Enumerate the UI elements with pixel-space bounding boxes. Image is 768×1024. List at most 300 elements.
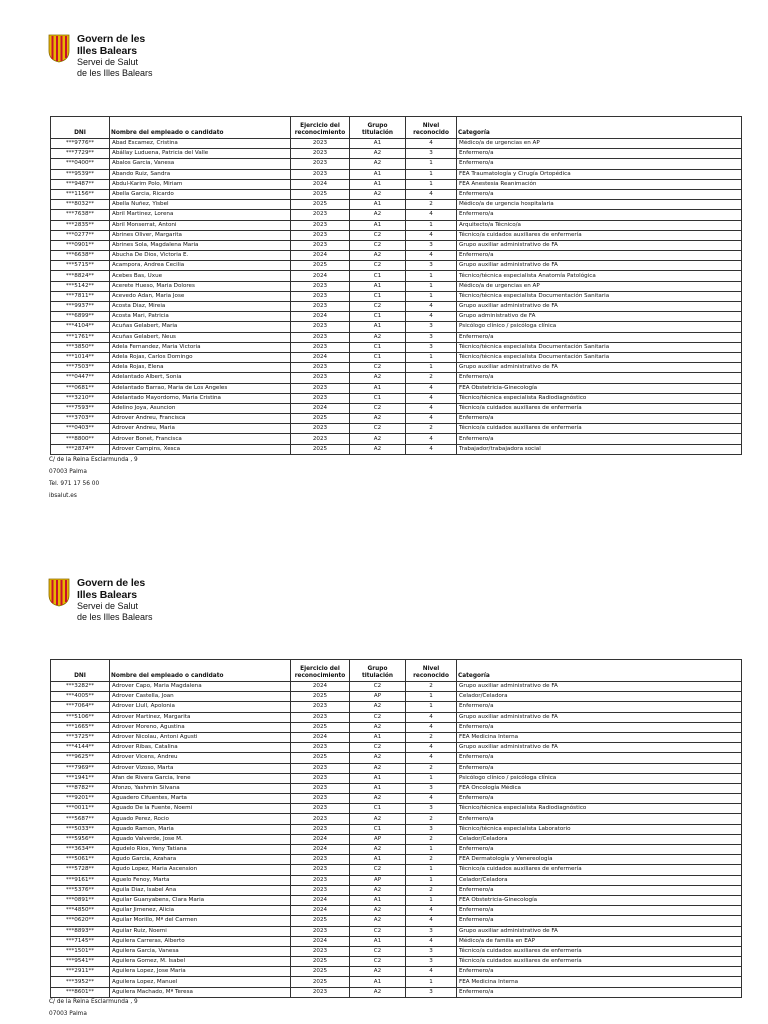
cell-dni: ***9201** <box>51 794 110 804</box>
cell-level: 2 <box>406 834 457 844</box>
cell-level: 2 <box>406 732 457 742</box>
cell-level: 3 <box>406 149 457 159</box>
cell-category: Arquitecto/a Técnico/a <box>457 220 742 230</box>
cell-year: 2023 <box>291 149 350 159</box>
cell-level: 2 <box>406 200 457 210</box>
cell-group: A2 <box>350 794 406 804</box>
table-row <box>51 824 742 834</box>
cell-dni: ***9625** <box>51 753 110 763</box>
cell-year: 2023 <box>291 302 350 312</box>
cell-group: A2 <box>350 434 406 444</box>
cell-level: 3 <box>406 804 457 814</box>
cell-group: C2 <box>350 403 406 413</box>
cell-group: A1 <box>350 936 406 946</box>
cell-name: Abalos Garcia, Vanesa <box>110 159 291 169</box>
header-name: Nombre del empleado o candidato <box>110 660 291 682</box>
cell-group: C1 <box>350 352 406 362</box>
cell-category: FEA Dermatología y Venereología <box>457 855 742 865</box>
table-row <box>51 946 742 956</box>
cell-group: A2 <box>350 210 406 220</box>
cell-name: Aguilera Carreras, Alberto <box>110 936 291 946</box>
cell-dni: ***4144** <box>51 743 110 753</box>
cell-category: Médico/a de familia en EAP <box>457 936 742 946</box>
cell-level: 1 <box>406 865 457 875</box>
cell-group: A1 <box>350 383 406 393</box>
cell-name: Aguadero Cifuentes, Marta <box>110 794 291 804</box>
cell-name: Abella Nuñez, Yisbel <box>110 200 291 210</box>
cell-group: C1 <box>350 824 406 834</box>
cell-dni: ***7503** <box>51 363 110 373</box>
cell-name: Adrover Moreno, Agustina <box>110 722 291 732</box>
cell-year: 2023 <box>291 885 350 895</box>
cell-group: A1 <box>350 977 406 987</box>
cell-name: Adrover Martinez, Margarita <box>110 712 291 722</box>
cell-level: 1 <box>406 220 457 230</box>
cell-level: 4 <box>406 936 457 946</box>
cell-level: 4 <box>406 906 457 916</box>
cell-group: C2 <box>350 946 406 956</box>
cell-level: 1 <box>406 179 457 189</box>
footer <box>49 996 138 1020</box>
cell-level: 4 <box>406 444 457 454</box>
cell-year: 2023 <box>291 230 350 240</box>
cell-group: A1 <box>350 139 406 149</box>
cell-year: 2023 <box>291 322 350 332</box>
cell-level: 4 <box>406 302 457 312</box>
cell-category: Enfermero/a <box>457 885 742 895</box>
cell-year: 2025 <box>291 200 350 210</box>
footer-address: C/ de la Reina Esclarmunda , 9 <box>49 999 138 1005</box>
cell-dni: ***3634** <box>51 845 110 855</box>
cell-category: Enfermero/a <box>457 702 742 712</box>
cell-level: 3 <box>406 783 457 793</box>
cell-dni: ***1941** <box>51 773 110 783</box>
cell-year: 2024 <box>291 834 350 844</box>
cell-category: Técnico/técnica especialista Documentación Sanitaria <box>457 291 742 301</box>
cell-name: Aguilera Lopez, Jose Maria <box>110 967 291 977</box>
cell-dni: ***0400** <box>51 159 110 169</box>
cell-category: Grupo auxiliar administrativo de FA <box>457 743 742 753</box>
cell-name: Agudelo Rios, Yeny Tatiana <box>110 845 291 855</box>
cell-level: 1 <box>406 702 457 712</box>
cell-name: Abrines Oliver, Margarita <box>110 230 291 240</box>
cell-group: A1 <box>350 179 406 189</box>
cell-dni: ***5106** <box>51 712 110 722</box>
cell-year: 2023 <box>291 434 350 444</box>
cell-year: 2023 <box>291 814 350 824</box>
cell-category: Psicólogo clínico / psicóloga clínica <box>457 773 742 783</box>
cell-level: 1 <box>406 692 457 702</box>
cell-category: Técnico/técnica especialista Anatomía Patológica <box>457 271 742 281</box>
cell-name: Agudo Lopez, Maria Ascension <box>110 865 291 875</box>
cell-name: Aguilera Gomez, M. Isabel <box>110 957 291 967</box>
cell-dni: ***3725** <box>51 732 110 742</box>
cell-category: Enfermero/a <box>457 794 742 804</box>
table-row <box>51 814 742 824</box>
cell-name: Adelantado Barrao, Maria de Los Angeles <box>110 383 291 393</box>
cell-level: 4 <box>406 383 457 393</box>
header-level: Nivel reconocido <box>406 660 457 682</box>
cell-dni: ***1761** <box>51 332 110 342</box>
cell-group: AP <box>350 692 406 702</box>
table-row <box>51 987 742 997</box>
cell-year: 2025 <box>291 967 350 977</box>
cell-dni: ***5715** <box>51 261 110 271</box>
cell-group: A2 <box>350 159 406 169</box>
cell-group: C2 <box>350 926 406 936</box>
cell-year: 2023 <box>291 281 350 291</box>
cell-name: Abállay Luduena, Patricia del Valle <box>110 149 291 159</box>
cell-category: Enfermero/a <box>457 906 742 916</box>
cell-dni: ***0681** <box>51 383 110 393</box>
cell-group: A2 <box>350 885 406 895</box>
cell-year: 2023 <box>291 926 350 936</box>
table-row <box>51 773 742 783</box>
cell-year: 2025 <box>291 261 350 271</box>
cell-group: C2 <box>350 363 406 373</box>
cell-dni: ***5956** <box>51 834 110 844</box>
cell-dni: ***5142** <box>51 281 110 291</box>
cell-name: Adrover Campins, Xesca <box>110 444 291 454</box>
cell-year: 2024 <box>291 895 350 905</box>
footer-phone: Tel. 971 17 56 00 <box>49 481 100 487</box>
cell-year: 2024 <box>291 271 350 281</box>
cell-category: FEA Medicina Interna <box>457 732 742 742</box>
cell-level: 1 <box>406 773 457 783</box>
cell-level: 4 <box>406 794 457 804</box>
cell-level: 3 <box>406 824 457 834</box>
cell-group: C2 <box>350 957 406 967</box>
header-level: Nivel reconocido <box>406 117 457 139</box>
cell-dni: ***7729** <box>51 149 110 159</box>
cell-dni: ***7593** <box>51 403 110 413</box>
table-row <box>51 885 742 895</box>
cell-dni: ***8601** <box>51 987 110 997</box>
cell-year: 2024 <box>291 906 350 916</box>
cell-category: Enfermero/a <box>457 373 742 383</box>
cell-level: 4 <box>406 230 457 240</box>
cell-group: A2 <box>350 814 406 824</box>
cell-group: A1 <box>350 281 406 291</box>
cell-dni: ***7638** <box>51 210 110 220</box>
cell-name: Abril Martinez, Lorena <box>110 210 291 220</box>
cell-level: 4 <box>406 393 457 403</box>
cell-level: 4 <box>406 189 457 199</box>
cell-level: 3 <box>406 322 457 332</box>
cell-category: Grupo auxiliar administrativo de FA <box>457 240 742 250</box>
cell-dni: ***7969** <box>51 763 110 773</box>
cell-category: Enfermero/a <box>457 332 742 342</box>
cell-level: 4 <box>406 414 457 424</box>
table-header-row <box>51 660 742 682</box>
cell-year: 2025 <box>291 444 350 454</box>
cell-year: 2023 <box>291 763 350 773</box>
cell-year: 2023 <box>291 291 350 301</box>
cell-name: Afonzo, Yashmin Silvana <box>110 783 291 793</box>
cell-year: 2025 <box>291 957 350 967</box>
table-row <box>51 834 742 844</box>
cell-year: 2023 <box>291 220 350 230</box>
cell-group: A2 <box>350 722 406 732</box>
cell-dni: ***8782** <box>51 783 110 793</box>
cell-level: 1 <box>406 159 457 169</box>
cell-level: 4 <box>406 967 457 977</box>
cell-name: Aguilar Guanyabens, Clara Maria <box>110 895 291 905</box>
cell-category: Médico/a de urgencia hospitalaria <box>457 200 742 210</box>
cell-group: A2 <box>350 987 406 997</box>
cell-dni: ***9541** <box>51 957 110 967</box>
cell-name: Aguilera Garcia, Vanesa <box>110 946 291 956</box>
cell-level: 1 <box>406 291 457 301</box>
org-name <box>77 577 145 601</box>
cell-year: 2025 <box>291 916 350 926</box>
cell-year: 2023 <box>291 712 350 722</box>
cell-year: 2024 <box>291 251 350 261</box>
cell-dni: ***3952** <box>51 977 110 987</box>
cell-level: 1 <box>406 845 457 855</box>
cell-level: 2 <box>406 855 457 865</box>
cell-level: 2 <box>406 814 457 824</box>
cell-dni: ***9937** <box>51 302 110 312</box>
cell-group: C1 <box>350 312 406 322</box>
cell-name: Acosta Mari, Patricia <box>110 312 291 322</box>
cell-year: 2023 <box>291 169 350 179</box>
cell-year: 2024 <box>291 403 350 413</box>
cell-name: Adela Fernandez, Maria Victoria <box>110 342 291 352</box>
org-line-3: Servei de Salut <box>77 601 139 611</box>
cell-group: A2 <box>350 702 406 712</box>
cell-name: Aguado De la Fuente, Noemi <box>110 804 291 814</box>
cell-year: 2025 <box>291 977 350 987</box>
cell-level: 4 <box>406 139 457 149</box>
cell-level: 4 <box>406 743 457 753</box>
cell-name: Aguila Diaz, Isabel Ana <box>110 885 291 895</box>
cell-category: Enfermero/a <box>457 845 742 855</box>
table-row <box>51 875 742 885</box>
cell-level: 1 <box>406 281 457 291</box>
cell-category: Trabajador/trabajadora social <box>457 444 742 454</box>
cell-name: Acuñas Gelabert, Maria <box>110 322 291 332</box>
cell-group: A2 <box>350 251 406 261</box>
table-row <box>51 926 742 936</box>
cell-name: Adelantado Albert, Sonia <box>110 373 291 383</box>
cell-year: 2025 <box>291 753 350 763</box>
cell-category: Enfermero/a <box>457 967 742 977</box>
cell-year: 2023 <box>291 855 350 865</box>
cell-group: A2 <box>350 967 406 977</box>
cell-year: 2023 <box>291 342 350 352</box>
cell-category: Grupo auxiliar administrativo de FA <box>457 261 742 271</box>
cell-year: 2023 <box>291 773 350 783</box>
cell-group: C2 <box>350 712 406 722</box>
org-line-3: Servei de Salut <box>77 57 139 67</box>
cell-group: A2 <box>350 916 406 926</box>
cell-year: 2023 <box>291 363 350 373</box>
cell-category: Psicólogo clínico / psicóloga clínica <box>457 322 742 332</box>
cell-group: C2 <box>350 865 406 875</box>
cell-name: Adrover Nicolau, Antoni Agusti <box>110 732 291 742</box>
header-category: Categoría <box>457 660 742 682</box>
cell-category: Grupo auxiliar administrativo de FA <box>457 682 742 692</box>
cell-dni: ***5033** <box>51 824 110 834</box>
cell-dni: ***3282** <box>51 682 110 692</box>
cell-year: 2025 <box>291 189 350 199</box>
cell-category: Celador/Celadora <box>457 834 742 844</box>
cell-category: Grupo auxiliar administrativo de FA <box>457 302 742 312</box>
cell-group: A2 <box>350 373 406 383</box>
cell-dni: ***5376** <box>51 885 110 895</box>
cell-name: Agudo Garcia, Azahara <box>110 855 291 865</box>
table-row <box>51 977 742 987</box>
cell-category: Grupo auxiliar administrativo de FA <box>457 712 742 722</box>
cell-group: A2 <box>350 414 406 424</box>
cell-level: 1 <box>406 363 457 373</box>
cell-name: Adrover Andreu, Francisca <box>110 414 291 424</box>
cell-dni: ***2911** <box>51 967 110 977</box>
header-group: Grupo titulación <box>350 660 406 682</box>
cell-level: 3 <box>406 240 457 250</box>
cell-name: Adrover Castella, Joan <box>110 692 291 702</box>
cell-year: 2023 <box>291 783 350 793</box>
cell-category: FEA Medicina Interna <box>457 977 742 987</box>
cell-year: 2023 <box>291 794 350 804</box>
cell-category: FEA Anestesia Reanimación <box>457 179 742 189</box>
cell-name: Abella Garcia, Ricardo <box>110 189 291 199</box>
cell-dni: ***8032** <box>51 200 110 210</box>
cell-dni: ***5687** <box>51 814 110 824</box>
cell-name: Abando Ruiz, Sandra <box>110 169 291 179</box>
cell-dni: ***0403** <box>51 424 110 434</box>
cell-group: A2 <box>350 189 406 199</box>
cell-year: 2023 <box>291 702 350 712</box>
table-row <box>51 783 742 793</box>
table-row <box>51 845 742 855</box>
cell-category: Grupo auxiliar administrativo de FA <box>457 363 742 373</box>
cell-level: 4 <box>406 722 457 732</box>
table-row <box>51 916 742 926</box>
cell-name: Adrover Andreu, Maria <box>110 424 291 434</box>
cell-name: Aguelo Fenoy, Marta <box>110 875 291 885</box>
cell-year: 2023 <box>291 373 350 383</box>
table-row <box>51 692 742 702</box>
cell-dni: ***0891** <box>51 895 110 905</box>
cell-category: Técnico/técnica especialista Radiodiagnóstico <box>457 393 742 403</box>
cell-group: A1 <box>350 322 406 332</box>
cell-group: C2 <box>350 230 406 240</box>
cell-name: Aguilar Morillo, Mª del Carmen <box>110 916 291 926</box>
cell-name: Aguado Valverde, Jose M. <box>110 834 291 844</box>
cell-dni: ***4005** <box>51 692 110 702</box>
cell-level: 1 <box>406 169 457 179</box>
cell-group: A2 <box>350 753 406 763</box>
header-year: Ejercicio del reconocimiento <box>291 660 350 682</box>
cell-group: A2 <box>350 763 406 773</box>
cell-name: Abrines Sola, Magdalena Maria <box>110 240 291 250</box>
cell-level: 3 <box>406 926 457 936</box>
cell-group: C1 <box>350 393 406 403</box>
cell-level: 3 <box>406 261 457 271</box>
cell-name: Adelino Joya, Asuncion <box>110 403 291 413</box>
table-row <box>51 763 742 773</box>
cell-year: 2024 <box>291 312 350 322</box>
cell-year: 2024 <box>291 732 350 742</box>
cell-category: Médico/a de urgencias en AP <box>457 281 742 291</box>
cell-level: 4 <box>406 312 457 322</box>
footer-city: 07003 Palma <box>49 1011 87 1017</box>
org-line-1: Govern de les <box>77 33 146 45</box>
cell-dni: ***6638** <box>51 251 110 261</box>
table-row <box>51 957 742 967</box>
cell-category: FEA Obstetricia-Ginecología <box>457 383 742 393</box>
org-line-2: Illes Balears <box>77 589 137 601</box>
cell-level: 3 <box>406 332 457 342</box>
cell-category: FEA Traumatología y Cirugía Ortopédica <box>457 169 742 179</box>
cell-year: 2023 <box>291 865 350 875</box>
cell-group: A1 <box>350 169 406 179</box>
cell-dni: ***7811** <box>51 291 110 301</box>
cell-name: Aguilar Jimenez, Alicia <box>110 906 291 916</box>
cell-year: 2023 <box>291 946 350 956</box>
cell-dni: ***2835** <box>51 220 110 230</box>
cell-year: 2023 <box>291 159 350 169</box>
cell-year: 2023 <box>291 424 350 434</box>
header-name: Nombre del empleado o candidato <box>110 117 291 139</box>
cell-dni: ***9539** <box>51 169 110 179</box>
cell-level: 4 <box>406 210 457 220</box>
cell-dni: ***3210** <box>51 393 110 403</box>
cell-category: Enfermero/a <box>457 149 742 159</box>
cell-dni: ***2874** <box>51 444 110 454</box>
cell-dni: ***9161** <box>51 875 110 885</box>
cell-dni: ***0901** <box>51 240 110 250</box>
cell-level: 2 <box>406 885 457 895</box>
cell-level: 1 <box>406 875 457 885</box>
cell-name: Adelantado Mayordomo, Maria Cristina <box>110 393 291 403</box>
balearic-shield-icon <box>48 578 70 607</box>
cell-dni: ***0447** <box>51 373 110 383</box>
cell-group: C1 <box>350 342 406 352</box>
org-service <box>77 601 153 622</box>
cell-category: Técnico/a cuidados auxiliares de enfermería <box>457 957 742 967</box>
cell-group: C2 <box>350 240 406 250</box>
cell-year: 2024 <box>291 936 350 946</box>
cell-group: C1 <box>350 291 406 301</box>
cell-category: Enfermero/a <box>457 159 742 169</box>
cell-level: 1 <box>406 352 457 362</box>
cell-dni: ***4850** <box>51 906 110 916</box>
cell-level: 2 <box>406 682 457 692</box>
table-row <box>51 865 742 875</box>
cell-category: Técnico/a cuidados auxiliares de enfermería <box>457 403 742 413</box>
header-year: Ejercicio del reconocimiento <box>291 117 350 139</box>
org-line-2: Illes Balears <box>77 45 137 57</box>
header-group: Grupo titulación <box>350 117 406 139</box>
cell-dni: ***8893** <box>51 926 110 936</box>
org-line-1: Govern de les <box>77 577 146 589</box>
cell-name: Acebes Bas, Uxue <box>110 271 291 281</box>
cell-year: 2024 <box>291 845 350 855</box>
cell-group: C1 <box>350 804 406 814</box>
cell-year: 2023 <box>291 139 350 149</box>
cell-name: Adrover Bonet, Francisca <box>110 434 291 444</box>
cell-level: 2 <box>406 763 457 773</box>
cell-dni: ***3703** <box>51 414 110 424</box>
cell-level: 3 <box>406 946 457 956</box>
cell-name: Adrover Vicens, Andreu <box>110 753 291 763</box>
cell-category: Enfermero/a <box>457 763 742 773</box>
cell-category: Grupo auxiliar administrativo de FA <box>457 926 742 936</box>
cell-group: A2 <box>350 149 406 159</box>
